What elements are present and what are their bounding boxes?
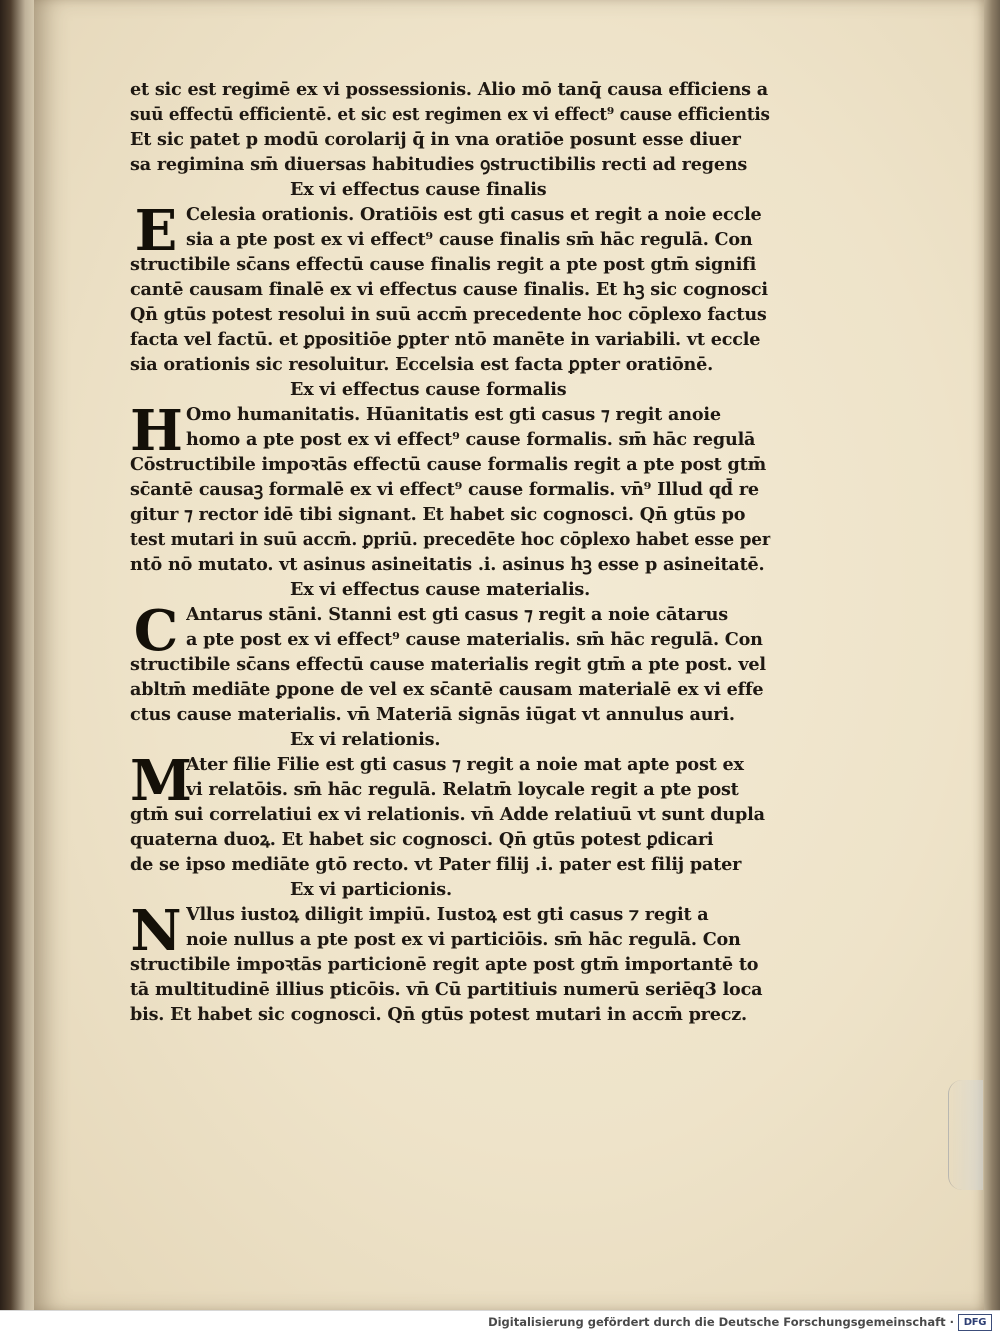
text-line: Antarus stāni. Stanni est gti casus ⁊ regit a noie cātarus: [186, 604, 728, 625]
text-line: quaterna duoꝝ. Et habet sic cognosci. Qn̄ gtūs potest ꝑdicari: [130, 829, 714, 850]
text-line: cantē causam finalē ex vi effectus cause finalis. Et hꝫ sic cognosci: [130, 279, 768, 300]
text-line: abltm̄ mediāte ꝑpone de vel ex sc̄antē causam materialē ex vi effe: [130, 679, 764, 700]
section-heading: Ex vi effectus cause formalis: [290, 379, 567, 400]
text-line: noie nullus a pte post ex vi particiōis. sm̄ hāc regulā. Con: [186, 929, 741, 950]
text-block-continued: [130, 853, 770, 1053]
text-line: tā multitudinē illius pticōis. vn̄ Cū partitiuis numerū seriēq3 loca: [130, 979, 763, 1000]
text-line: structibile sc̄ans effectū cause finalis regit a pte post gtm̄ signifi: [130, 254, 757, 275]
text-line: et sic est regimē ex vi possessionis. Alio mō tanq̄ causa efficiens a: [130, 79, 769, 100]
text-line: Qn̄ gtūs potest resolui in suū accm̄ precedente hoc cōplexo factus: [130, 304, 767, 325]
text-line: Omo humanitatis. Hūanitatis est gti casus ⁊ regit anoie: [186, 404, 721, 425]
text-line: vi relatōis. sm̄ hāc regulā. Relatm̄ loycale regit a pte post: [186, 779, 739, 800]
funding-credit: Digitalisierung gefördert durch die Deutsche Forschungsgemeinschaft ·: [488, 1315, 954, 1329]
text-block: [130, 78, 771, 850]
text-line: de se ipso mediāte gtō recto. vt Pater filij .i. pater est filij pater: [130, 854, 742, 875]
text-line: gtm̄ sui correlatiui ex vi relationis. vn̄ Adde relatiuū vt sunt dupla: [130, 804, 765, 825]
right-page-edge: [984, 0, 1000, 1310]
text-line: Celesia orationis. Oratiōis est gti casus et regit a noie eccle: [186, 204, 762, 225]
section-heading: Ex vi effectus cause materialis.: [290, 579, 591, 600]
text-line: sia a pte post ex vi effect⁹ cause finalis sm̄ hāc regulā. Con: [186, 229, 753, 250]
text-line: gitur ⁊ rector idē tibi signant. Et habet sic cognosci. Qn̄ gtūs po: [130, 504, 746, 525]
text-line: Vllus iustoꝝ diligit impiū. Iustoꝝ est gti casus ⁊ regit a: [186, 904, 709, 925]
text-line: sc̄antē causaꝫ formalē ex vi effect⁹ cause formalis. vn̄⁹ Illud qd̄ re: [130, 479, 759, 500]
text-line: ctus cause materialis. vn̄ Materiā signās iūgat vt annulus auri.: [130, 704, 735, 725]
text-line: sa regimina sm̄ diuersas habitudies ꝯstructibilis recti ad regens: [130, 154, 748, 175]
book-page: [34, 0, 984, 1310]
initial-letter: N: [130, 898, 182, 964]
initial-letter: E: [134, 198, 178, 264]
initial-letter: M: [130, 748, 192, 814]
text-line: Et sic patet p modū corolarij q̄ in vna oratiōe posunt esse diuer: [130, 129, 741, 150]
text-line: ntō nō mutato. vt asinus asineitatis .i. asinus hꝫ esse p asineitatē.: [130, 554, 765, 575]
footer-bar: [0, 1310, 1000, 1333]
text-line: structibile sc̄ans effectū cause materialis regit gtm̄ a pte post. vel: [130, 654, 766, 675]
text-line: facta vel factū. et ꝑpositiōe ꝑpter ntō manēte in variabili. vt eccle: [130, 329, 761, 350]
text-line: homo a pte post ex vi effect⁹ cause formalis. sm̄ hāc regulā: [186, 429, 756, 450]
text-line: a pte post ex vi effect⁹ cause materialis. sm̄ hāc regulā. Con: [186, 629, 763, 650]
text-line: suū effectū efficientē. et sic est regimen ex vi effect⁹ cause efficientis: [130, 104, 770, 125]
initial-letter: H: [130, 398, 183, 464]
text-line: sia orationis sic resoluitur. Eccelsia est facta ꝑpter oratiōnē.: [130, 354, 714, 375]
text-line: Cōstructibile impoꝛtās effectū cause formalis regit a pte post gtm̄: [130, 454, 766, 475]
text-line: bis. Et habet sic cognosci. Qn̄ gtūs potest mutari in accm̄ precz.: [130, 1004, 747, 1025]
page-fold-highlight: [948, 1080, 983, 1190]
initial-letter: C: [133, 598, 179, 664]
text-line: test mutari in suū accm̄. ꝑpriū. precedēte hoc cōplexo habet esse per: [130, 529, 771, 550]
text-line: Ater filie Filie est gti casus ⁊ regit a noie mat apte post ex: [186, 754, 744, 775]
left-page-edge: [0, 0, 36, 1310]
section-heading: Ex vi particionis.: [290, 879, 452, 900]
dfg-logo-icon[interactable]: DFG: [958, 1314, 992, 1331]
text-line: structibile impoꝛtās particionē regit apte post gtm̄ importantē to: [130, 954, 759, 975]
section-heading: Ex vi effectus cause finalis: [290, 179, 547, 200]
section-heading: Ex vi relationis.: [290, 729, 441, 750]
